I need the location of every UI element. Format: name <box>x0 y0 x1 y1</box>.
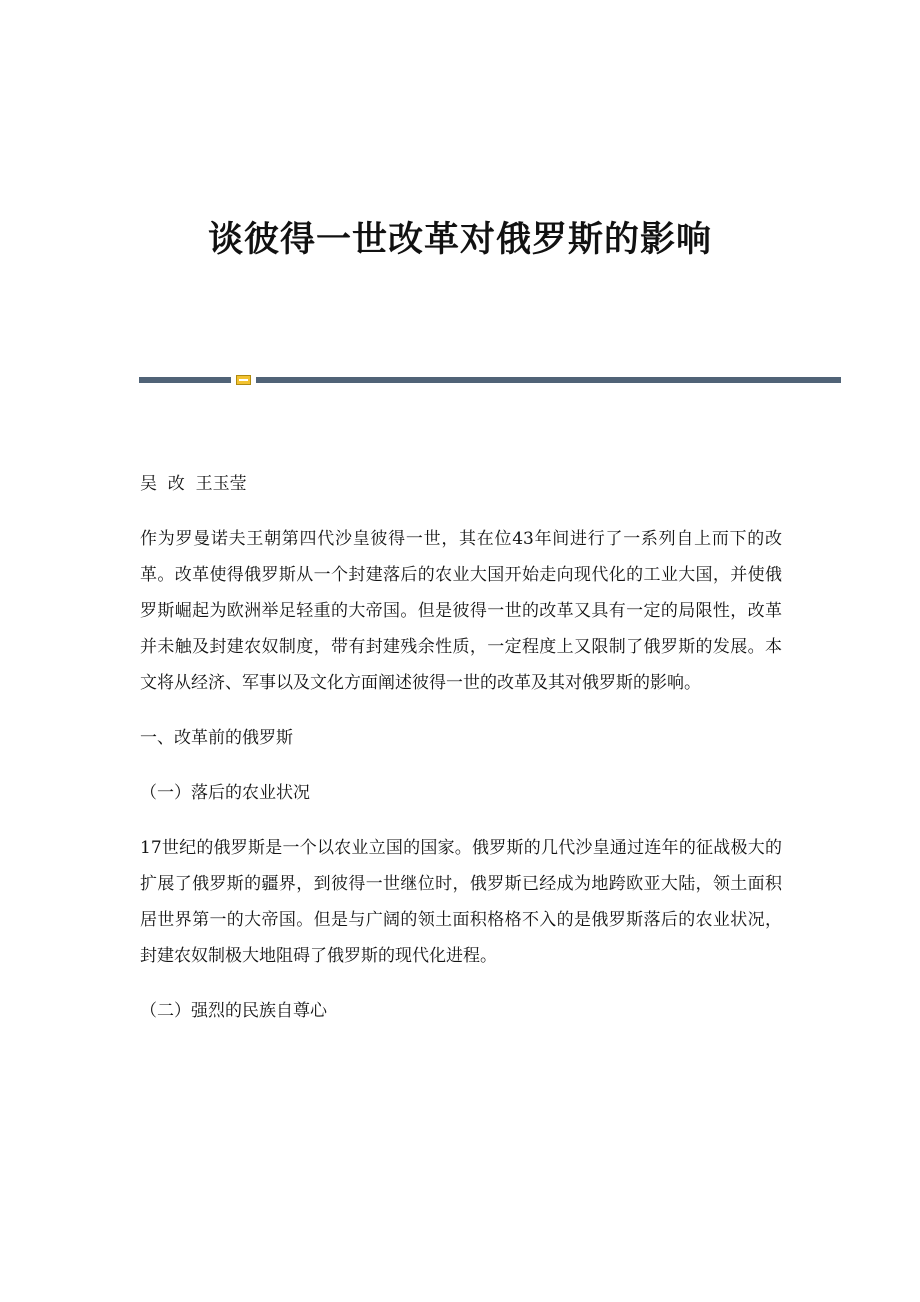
divider-ornament-icon <box>236 375 251 385</box>
divider-right-bar <box>256 377 841 383</box>
subsection-heading-1: （一）落后的农业状况 <box>140 783 310 803</box>
section-paragraph-1: 17世纪的俄罗斯是一个以农业立国的国家。俄罗斯的几代沙皇通过连年的征战极大的扩展了俄罗斯的疆界，到彼得一世继位时，俄罗斯已经成为地跨欧亚大陆，领土面积居世界第一的大帝国。但是与广阔的领土面积格格不入的是俄罗斯落后的农业状况，封建农奴制极大地阻碍了俄罗斯的现代化进程。 <box>140 838 782 966</box>
divider-left-bar <box>139 377 231 383</box>
document-title: 谈彼得一世改革对俄罗斯的影响 <box>207 219 712 260</box>
subsection-heading-2: （二）强烈的民族自尊心 <box>140 1001 327 1021</box>
intro-paragraph: 作为罗曼诺夫王朝第四代沙皇彼得一世，其在位43年间进行了一系列自上而下的改革。改革使得俄罗斯从一个封建落后的农业大国开始走向现代化的工业大国，并使俄罗斯崛起为欧洲举足轻重的大帝国。但是彼得一世的改革又具有一定的局限性，改革并未触及封建农奴制度，带有封建残余性质，一定程度上又限制了俄罗斯的发展。本文将从经济、军事以及文化方面阐述彼得一世的改革及其对俄罗斯的影响。 <box>140 529 782 693</box>
author-line: 吴 改 王玉莹 <box>140 474 247 494</box>
section-heading-1: 一、改革前的俄罗斯 <box>140 728 293 748</box>
title-divider <box>139 375 841 384</box>
document-body <box>140 466 782 1029</box>
